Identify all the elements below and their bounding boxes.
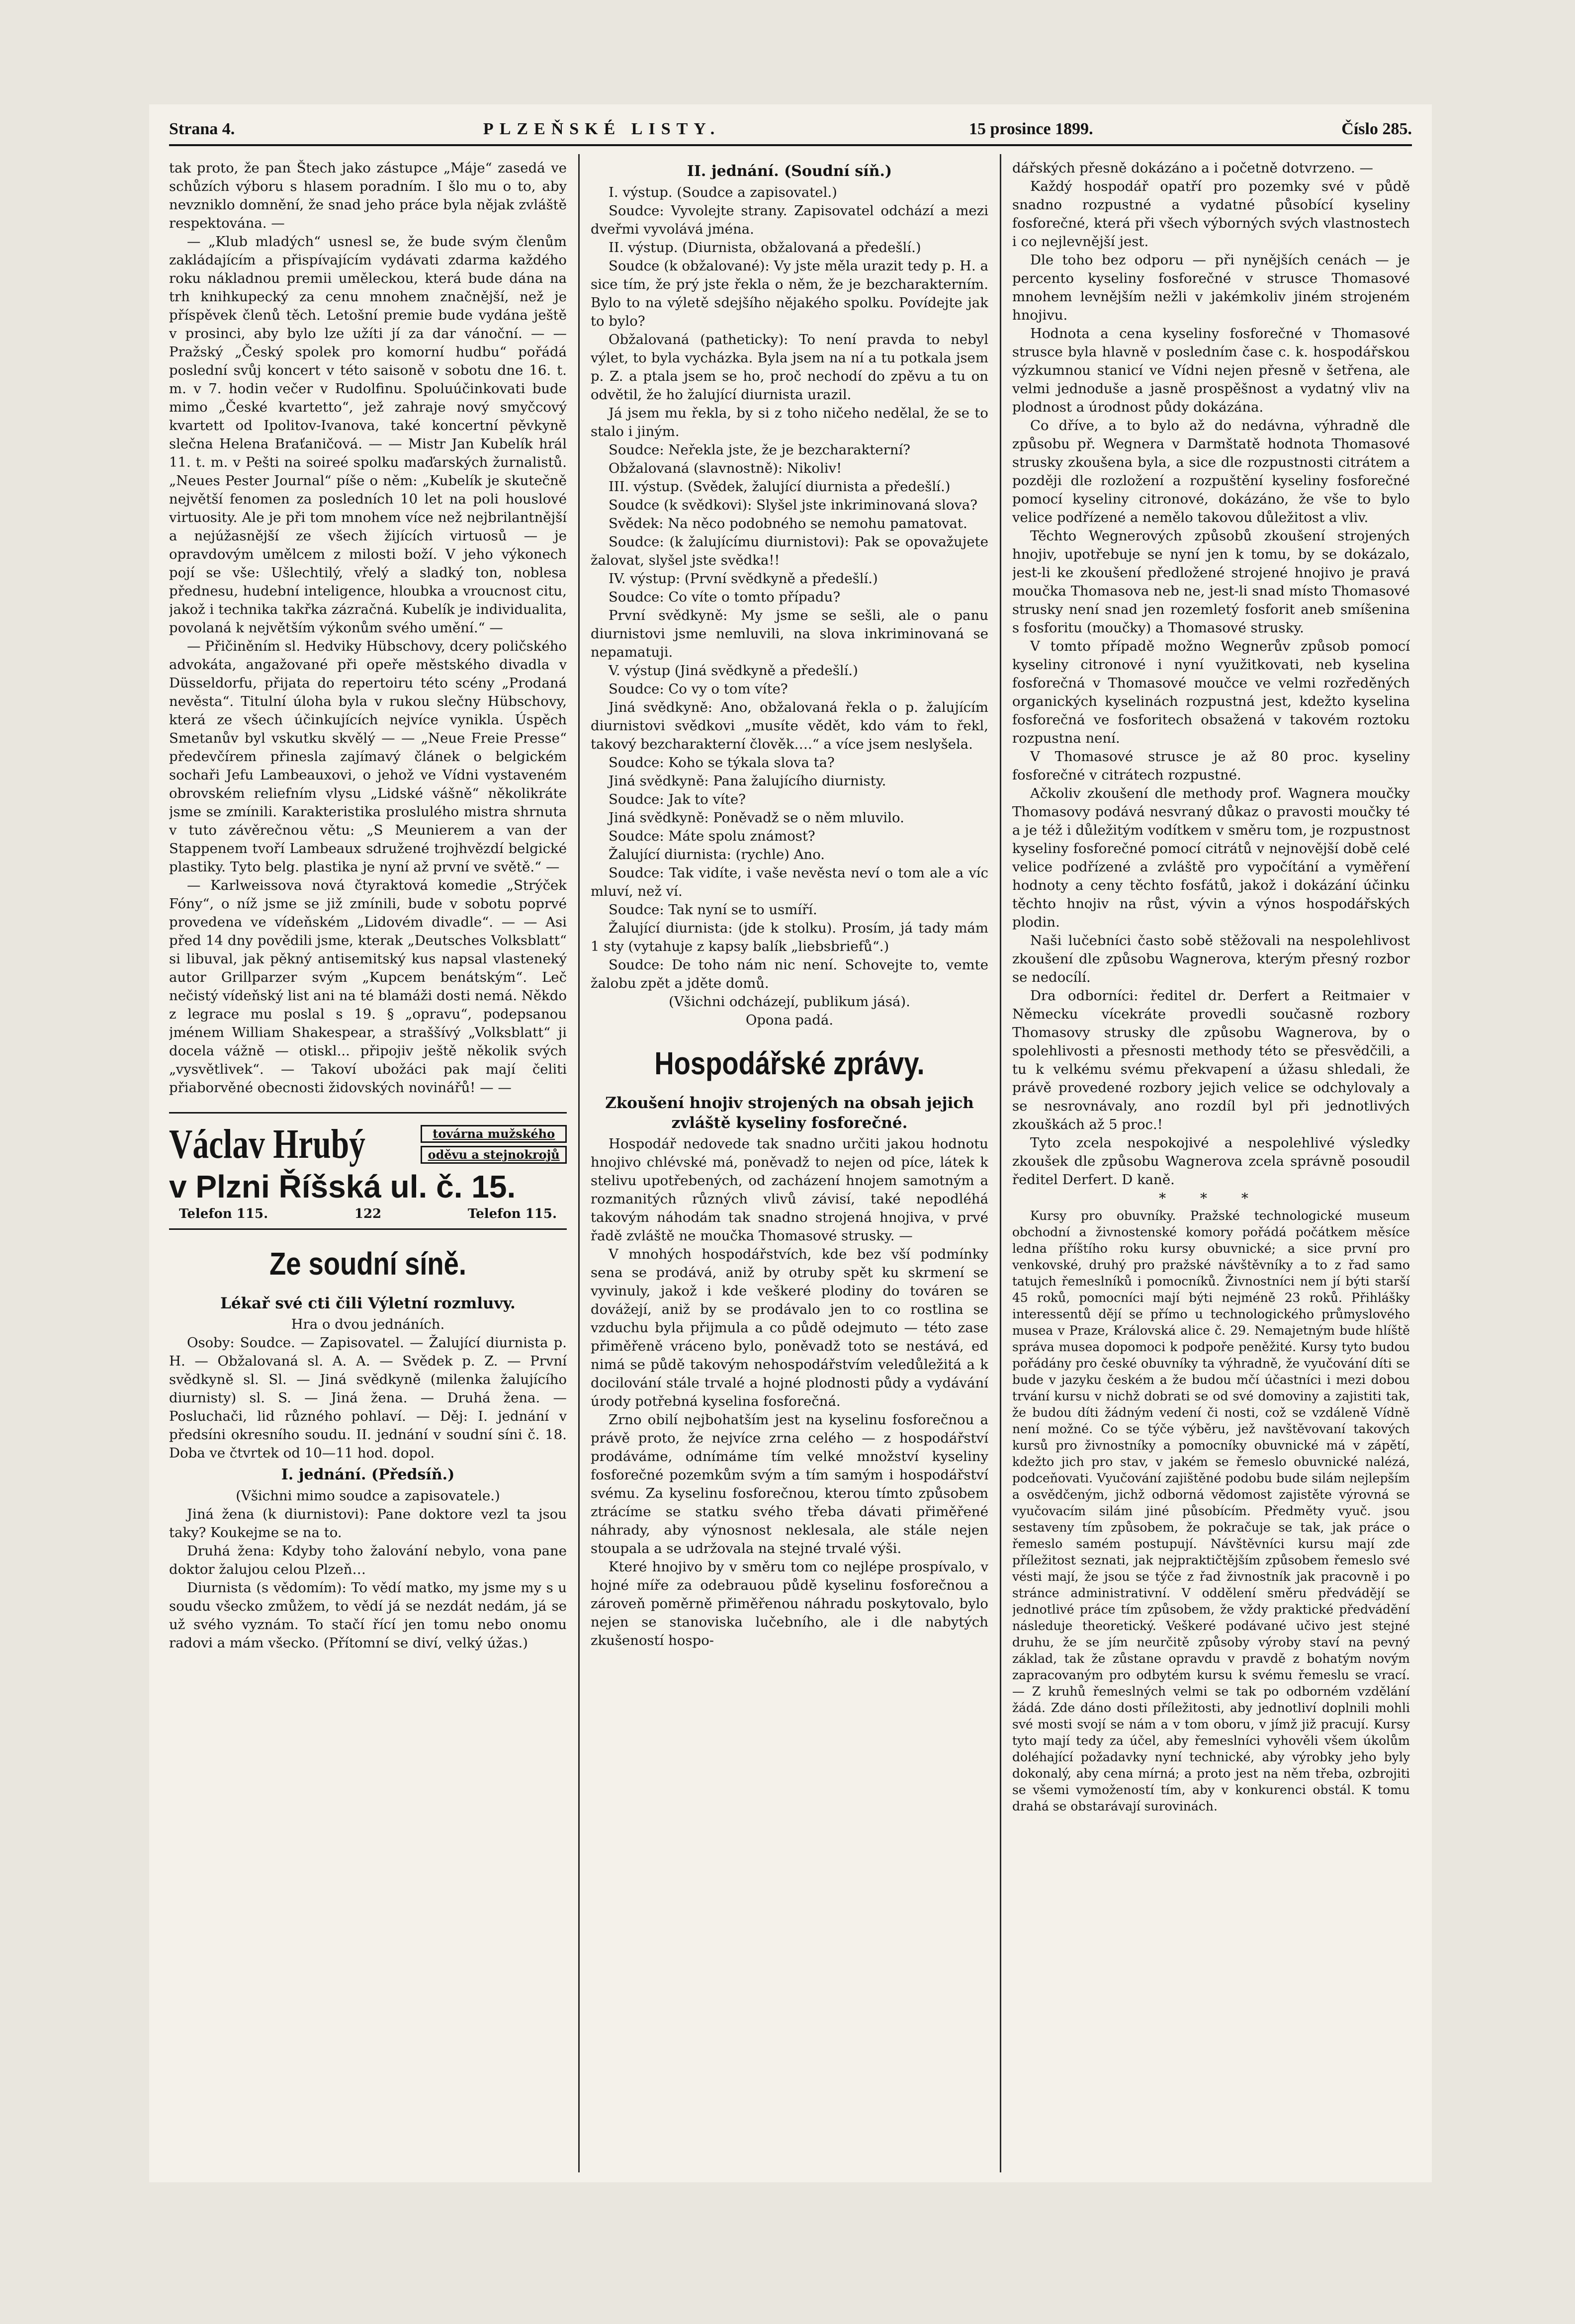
- article-paragraph: Naši lučebníci často sobě stěžovali na nespolehlivost zkoušení dle způsobu Wagnerova, kterým přesný rozbor se nedocílí.: [1012, 933, 1410, 985]
- ad-telephone-left: Telefon 115.: [179, 1206, 268, 1221]
- section-separator: * * *: [1159, 1190, 1263, 1206]
- curtain-line: Opona padá.: [745, 1012, 834, 1028]
- page-number: Strana 4.: [169, 120, 235, 138]
- article-paragraph: V mnohých hospodářstvích, kde bez vší podmínky sena se prodává, aniž by otruby spět ku skrmení se vyvinuly, jakož i kde veškeré plodiny do továren se dovážejí, aniž by se prodávalo jen to co rostlina se vzduchu byla přijmula a co půdě odejmuto — této zase přiměřeně vráceno bylo, poněvadž toto se nestává, ed nimá se půdě takovým nehospodářstvím veledůležitá a k docilování stále trvalé a hojné plodnosti půdy a vydávání úrody potřebná kyselina fosforečná.: [591, 1246, 988, 1409]
- page-header: [169, 114, 1412, 146]
- scene-line: Soudce: De toho nám nic není. Schovejte to, vemte žalobu zpět a jděte domů.: [591, 957, 988, 991]
- article-paragraph: Těchto Wegnerových způsobů zkoušení strojených hnojiv, upotřebuje se nyní jen k tomu, by se dokázalo, jest-li ke zkoušení předložené strojené hnojivo je pravá moučka Thomasova neb ne, jest-li snad místo Thomasové strusky není snad jen rozemletý fosforit aneb smíšenina s fosforitu (moučky) a Thomasové strusky.: [1012, 528, 1410, 636]
- column-1: [169, 159, 567, 2172]
- scene-line: V. výstup (Jiná svědkyně a předešlí.): [609, 663, 858, 679]
- article-paragraph: — „Klub mladých“ usnesl se, že bude svým členům zakládajícím a přispívajícím vydávati zdarma každého roku nákladnou premii uměleckou, která bude dána na trh knihkupecký za cenu mnohem značnější, než je příspěvek členů těch. Letošní premie bude vydána ještě v prosinci, aby bylo lze užíti jí za dar vánoční. — — Pražský „Český spolek pro komorní hudbu“ pořádá poslední svůj koncert v této saisoně v sobotu dne 16. t. m. v 7. hodin večer v Rudolfinu. Spoluúčinkovati bude mimo „České kvartetto“, jež zahraje nový smyčcový kvartett od Ipolitov-Ivanova, také koncertní pěvkyně slečna Helena Braťaničová. — — Mistr Jan Kubelík hrál 11. t. m. v Pešti na soireé spolku maďarských žurnalistů. „Neues Pester Journal“ píše o něm: „Kubelík je skutečně největší fenomen za posledních 10 let na poli houslové virtuosity. Ale je při tom mnohem více než nejbrilantnější a nejúžasnější ze všech žijících virtuosů — je opravdovým umělcem z milosti boží. V jeho výkonech pojí se vše: Ušlechtilý, vřelý a sladký ton, noblesa přednesu, hudební inteligence, hloubka a vroucnost citu, jakož i technika takřka zázračná. Kubelík je individualita, povolaná k největším výkonům svého umění.“ —: [169, 234, 567, 636]
- column-2: [591, 159, 988, 2172]
- scene-line: III. výstup. (Svědek, žalující diurnista a předešlí.): [609, 479, 951, 495]
- farm-article-title: Zkoušení hnojiv strojených na obsah jejich zvláště kyseliny fosforečné.: [605, 1094, 974, 1132]
- ad-tag-clothing: oděvu a stejnokrojů: [421, 1146, 567, 1164]
- article-paragraph: Zrno obilí nejbohatším jest na kyselinu fosforečnou a právě proto, že nejvíce zrna celého — z hospodářství prodáváme, odnímáme tím velké množství kyseliny fosforečné pozemkům svým a tím samým i hospodářství svému. Za kyselinu fosforečnou, kterou tímto způsobem ztrácíme se statku svého třeba dávati přiměřené náhrady, aby výnosnost neklesala, ale stále nejen stoupala a se udržovala na stejné trvalé výši.: [591, 1412, 988, 1556]
- article-paragraph: — Karlweissova nová čtyraktová komedie „Strýček Fóny“, o níž jsme se již zmínili, bude v sobotu poprvé provedena ve vídeňském „Lidovém divadle“. — — Asi před 14 dny povědili jsme, kterak „Deutsches Volksblatt“ si libuval, jak pěkný antisemitský kus napsal vlasteneký autor Grillparzer svým „Kupcem benátským“. Leč nečistý vídeňský list ani na té blamáži dosti nemá. Někdo z legrace mu poslal s 19. § „opravu“, podepsanou jménem William Shakespear, a straššívý „Volksblatt“ ji docela vážně — otiskl... připojiv ještě několik svých „vysvětlivek“. — Takoví ubožáci pak mají čeliti přiaborvěné obecnosti židovských novinářů! — —: [169, 877, 567, 1096]
- scene-line: Soudce: Tak nyní se to usmíří.: [609, 902, 817, 918]
- scene-line: Soudce: Máte spolu známost?: [609, 828, 815, 844]
- article-paragraph: Hodnota a cena kyseliny fosforečné v Thomasové strusce byla hlavně v posledním čase c. k. hospodářskou výzkumnou stanicí ve Vídni nejen přesně v šetřena, ale velmi jednoduše a jasně prospěšnost a vydatný vliv na plodnost a úrodnost půdy dokázána.: [1012, 326, 1410, 415]
- ad-reference: 122: [354, 1206, 382, 1221]
- article-paragraph: Tyto zcela nespokojivé a nespolehlivé výsledky zkoušek dle způsobu Wagnerova zcela správně posoudil ředitel Derfert. D kaně.: [1012, 1135, 1410, 1188]
- article-paragraph: V tomto případě možno Wegnerův způsob pomocí kyseliny citronové i nyní využitkovati, neb kyselina fosforečná v Thomasové moučce ve velmi rozředěných organických kyselinách rozpustná jest, kdežto kyselina fosforečná ve fosforitech obsažená v takovém roztoku rozpustna není.: [1012, 638, 1410, 746]
- article-paragraph: Dle toho bez odporu — při nynějších cenách — je percento kyseliny fosforečné v strusce Thomasové mnohem levnějším nežli v jakémkoliv jiném strojeném hnojivu.: [1012, 252, 1410, 323]
- scene-line: Soudce (k obžalované): Vy jste měla urazit tedy p. H. a sice tím, že prý jste řekla o něm, že je bezcharakterním. Bylo to na výletě sdejšího nějakého spolku. Povídejte jak to bylo?: [591, 258, 988, 329]
- issue-number: Číslo 285.: [1341, 120, 1412, 138]
- ad-address: v Plzni Říšská ul. č. 15.: [169, 1169, 516, 1205]
- article-paragraph: Dra odborníci: ředitel dr. Derfert a Reitmaier v Německu vícekráte provedli současně rozbory Thomasovy strusky dle způsobu Wagnerova, by o spolehlivosti a přesnosti methody této se přesvědčili, a tu k velkému svému překvapení a úžasu shledali, že právě provedené rozbory jejich velice se odchylovaly a se nesrovnávaly, ano rozdíl byl při jednotlivých zkouškách až 5 proc.!: [1012, 988, 1410, 1132]
- scene-line: Soudce: Tak vidíte, i vaše nevěsta neví o tom ale a víc mluví, než ví.: [591, 865, 988, 899]
- court-play-title: Lékař své cti čili Výletní rozmluvy.: [220, 1294, 516, 1312]
- scene-line: Soudce: Vyvolejte strany. Zapisovatel odchází a mezi dveřmi vyvolává jména.: [591, 203, 988, 237]
- dialog-line: Jiná žena (k diurnistovi): Pane doktore vezl ta jsou taky? Koukejme se na to.: [169, 1506, 567, 1541]
- news-item-courses: Kursy pro obuvníky. Pražské technologické museum obchodní a živnostenské komory pořádá počátkem měsíce ledna příštího roku kursy obuvnické; a sice první pro venkovské, druhý pro pražské návštěvníky a to z řad samo tatujch řemeslníků i pomocníků. Živnostníci nem jí býti starší 45 roků, pomocníci mají býti nejméně 23 roků. Přihlášky interessentů dějí se přímo u technologického průmyslového musea v Praze, Královská alice č. 29. Nemajetným bude hlíště správa musea dopomoci k podpoře peněžité. Kursy tyto budou pořádány pro české obuvníky ta výhradně, že vyučování díti se bude v jazyku českém a že budou mčí účastníci i mezi dobou trvání kursu v nichž dobrati se od své domoviny a zajistiti tak, že budou díti žádným vedení či nosti, což se vzdáleně Vídně není možné. Co se týče výběru, jež navštěvovaní takových kursů pro živnostníky a pomocníky obuvnické má v zápětí, kdežto jich pro stav, v jakém se řemeslo obuvnické nalézá, podceňovati. Vyučování zajištěné podobu bude silám nejlepším a osvědčeným, jichž odborná vědomost zajistěte výrovná se vyučovacím silám jiné působícím. Předměty vyuč. jsou sestaveny tím způsobem, že pokračuje se tak, jak práce o řemeslo samém postupují. Návštěvníci kursu mají zde příležitost seznati, jak nejpraktičtějším způsobem řemeslo své vésti mají, že jsou se týče z řad živnostník jak pracovně i po stránce administrativní. V oddělení směru předvádějí se jednotlivé práce tím způsobem, že vždy praktické předvádění následuje theoretický. Veškeré podávané učivo jest stejné druhu, že se jím neurčitě způsoby výroby staví na pevný základ, tak že zůstane opravdu v pravdě z bohatým novým zapracovaným pro odbytém kursu k svému řemeslu se vrací. — Z kruhů řemeslných velmi se tak po odborném vzdělání žádá. Zde dáno dosti příležitosti, aby jednotliví doplnili mohli své mosti svojí se nám a v tom oboru, v jímž již pracují. Kursy tyto mají tedy za účel, aby řemeslníci vyhověli všem úkolům doléhající požadavky nyní technické, aby výrobky jeho byly dokonalý, aby cena mírná; a proto jest na něm třeba, ozbrojiti se všemi vymožeností tím, aby v konkurenci obstál. K tomu drahá se obstarávají surovinách.: [1012, 1208, 1410, 1813]
- columns: [169, 159, 1412, 2172]
- scene-line: Soudce: Koho se týkala slova ta?: [609, 755, 835, 771]
- advertisement: [169, 1112, 567, 1230]
- scene-line: Soudce: Jak to víte?: [609, 791, 746, 807]
- scene-line: Soudce: Co vy o tom víte?: [609, 681, 788, 697]
- ad-tag-factory: továrna mužského: [421, 1125, 567, 1143]
- scene-line: Soudce: (k žalujícímu diurnistovi): Pak se opovažujete žalovat, slyšel jste svědka!!: [591, 534, 988, 568]
- scene-line: Svědek: Na něco podobného se nemohu pamatovat.: [609, 516, 967, 531]
- scene-line: Soudce (k svědkovi): Slyšel jste inkriminovaná slova?: [609, 497, 978, 513]
- act-1-heading: I. jednání. (Předsíň.): [281, 1466, 455, 1483]
- newspaper-page: [149, 104, 1432, 2182]
- scene-line: Soudce: Neřekla jste, že je bezcharakterní?: [609, 442, 911, 458]
- scene-line: (Všichni odcházejí, publikum jásá).: [669, 994, 910, 1010]
- article-paragraph: Hospodář nedovede tak snadno určiti jakou hodnotu hnojivo chlévské má, poněvadž to nejen od píce, látek k stelivu upotřebených, od zacházení hnojem samotným a rozmanitých různých vlivů závisí, také nepodléhá takovým náhodám tak snadno strojená hnojiva, v prvé řadě zvláště ne moučka Thomasové strusky. —: [591, 1136, 988, 1244]
- scene-line: Obžalovaná (patheticky): To není pravda to nebyl výlet, to byla vycházka. Byla jsem na ní a tu potkala jsem p. Z. a ptala jsem se ho, proč nechodí do zpěvu a tu on odvětil, že ho žalující diurnista urazil.: [591, 332, 988, 403]
- article-paragraph: — Přičiněním sl. Hedviky Hübschovy, dcery poličského advokáta, angažované při opeře městského divadla v Düsseldorfu, přijata do repertoiru této scény „Prodaná nevěsta“. Titulní úloha byla v rukou slečny Hübschovy, která ze všech účinkujících nejvíce vynikla. Úspěch Smetanův byl vskutku skvělý — — „Neue Freie Presse“ předevčírem přinesla zajímavý článek o belgickém sochaři Jefu Lambeauxovi, o jehož ve Vídni vystaveném obrovském reliefním vlysu „Lidské vášně“ několikráte jsme se zmínili. Karakteristika proslulého mistra shrnuta v tuto závěrečnou větu: „S Meunierem a van der Stappenem tvoří Lambeaux sdružené trojhvězdí belgické plastiky. Tyto belg. plastika je nyní až první ve světě.“ —: [169, 638, 567, 875]
- scene-line: IV. výstup: (První svědkyně a předešlí.): [609, 571, 878, 587]
- masthead-title: PLZEŇSKÉ LISTY.: [483, 120, 721, 138]
- dialog-line: Druhá žena: Kdyby toho žalování nebylo, vona pane doktor žalujou celou Plzeň…: [169, 1543, 567, 1577]
- article-paragraph: Které hnojivo by v směru tom co nejlépe prospívalo, v hojné míře za odebrauou půdě kyselinu fosforečnou a zároveň poměrně přiměřenou náhradu poskytovalo, bylo nejen se stanoviska lučebního, ale i dle nabytých zkušeností hospo-: [591, 1559, 988, 1648]
- article-paragraph: Co dříve, a to bylo až do nedávna, výhradně dle způsobu př. Wegnera v Darmštatě hodnota Thomasové strusky zkoušena byla, a sice dle rozpustnosti citrátem a později dle rozložení a rozpuštění kyseliny fosforečné pomocí kyseliny citronové, dokázáno, že vše to bylo velice podřízené a nemělo takovou důležitost a vliv.: [1012, 418, 1410, 525]
- scene-line: Obžalovaná (slavnostně): Nikoliv!: [609, 460, 842, 476]
- scene-line: Jiná svědkyně: Poněvadž se o něm mluvilo.: [609, 810, 904, 826]
- dialog-line: Diurnista (s vědomím): To vědí matko, my jsme my s u soudu všecko zmůžem, to vědí já se nezdát nedám, já se už svého vyznám. To stačí řící jen tomu nebo onomu radovi a mám všecko. (Přítomní se diví, velký úžas.): [169, 1580, 567, 1651]
- article-paragraph: V Thomasové strusce je až 80 proc. kyseliny fosforečné v citrátech rozpustné.: [1012, 749, 1410, 783]
- act-1-note: (Všichni mimo soudce a zapisovatele.): [236, 1488, 500, 1504]
- article-paragraph: tak proto, že pan Štech jako zástupce „Máje“ zasedá ve schůzích výboru s hlasem poradním. I šlo mu o to, aby nevzniklo domnění, že snad jeho práce byla nějak zvláště respektována. —: [169, 160, 567, 231]
- column-3: [1012, 159, 1410, 2172]
- ad-company-name: Václav Hrubý: [169, 1121, 365, 1167]
- article-paragraph: dářských přesně dokázáno a i početně dotvrzeno. —: [1012, 160, 1373, 176]
- scene-line: Žalující diurnista: (jde k stolku). Prosím, já tady mám 1 sty (vytahuje z kapsy balík „liebsbriefů“.): [591, 920, 988, 954]
- court-cast: Osoby: Soudce. — Zapisovatel. — Žalující diurnista p. H. — Obžalovaná sl. A. A. — Svědek p. Z. — První svědkyně sl. Sl. — Jiná svědkyně (milenka žalujícího diurnisty) sl. S. — Jiná žena. — Druhá žena. — Posluchači, lid různého pohlaví. — Děj: I. jednání v předsíni okresního soudu. II. jednání v soudní síni č. 18. Doba ve čtvrtek od 10—11 hod. dopol.: [169, 1335, 567, 1461]
- scene-line: Jiná svědkyně: Pana žalujícího diurnisty.: [609, 773, 886, 789]
- act-2-heading: II. jednání. (Soudní síň.): [687, 163, 892, 180]
- ad-telephone-right: Telefon 115.: [467, 1206, 557, 1221]
- issue-date: 15 prosince 1899.: [968, 120, 1093, 138]
- scene-line: II. výstup. (Diurnista, obžalovaná a předešlí.): [609, 240, 921, 256]
- scene-line: Žalující diurnista: (rychle) Ano.: [609, 847, 825, 862]
- scene-line: Já jsem mu řekla, by si z toho ničeho nedělal, že se to stalo i jiným.: [591, 405, 988, 439]
- article-paragraph: Každý hospodář opatří pro pozemky své v půdě snadno rozpustné a vydatné působící kyseliny fosforečné, která při všech výborných svých vlastnostech i co nejlevnější jest.: [1012, 178, 1410, 250]
- article-paragraph: Ačkoliv zkoušení dle methody prof. Wagnera moučky Thomasovy podává nesvraný důkaz o pravosti moučky té a je též i důležitým vodítkem v směru tom, je rozpustnost kyseliny fosforečné pomocí citrátů v nejnovější době celé velice podřízené a zvláště pro vypočítání a vyměření hodnoty a ceny těchto fosfátů, jakož i dokázání účinku těchto hnojiv na růst, vývin a výnos hospodářských plodin.: [1012, 785, 1410, 930]
- scene-line: Jiná svědkyně: Ano, obžalovaná řekla o p. žalujícím diurnistovi svědkovi „musíte vědět, kdo vám to řekl, takový bezcharakterní člověk….“ a více jsem neslyšela.: [591, 699, 988, 752]
- scene-line: I. výstup. (Soudce a zapisovatel.): [609, 184, 837, 200]
- scene-line: Soudce: Co víte o tomto případu?: [609, 589, 841, 605]
- court-play-subtitle: Hra o dvou jednáních.: [291, 1316, 445, 1332]
- court-section-title: Ze soudní síně.: [269, 1246, 466, 1282]
- farm-section-title: Hospodářské zprávy.: [654, 1045, 925, 1081]
- scene-line: První svědkyně: My jsme se sešli, ale o panu diurnistovi jsme nemluvili, na slova inkriminovaná se nepamatuji.: [591, 607, 988, 660]
